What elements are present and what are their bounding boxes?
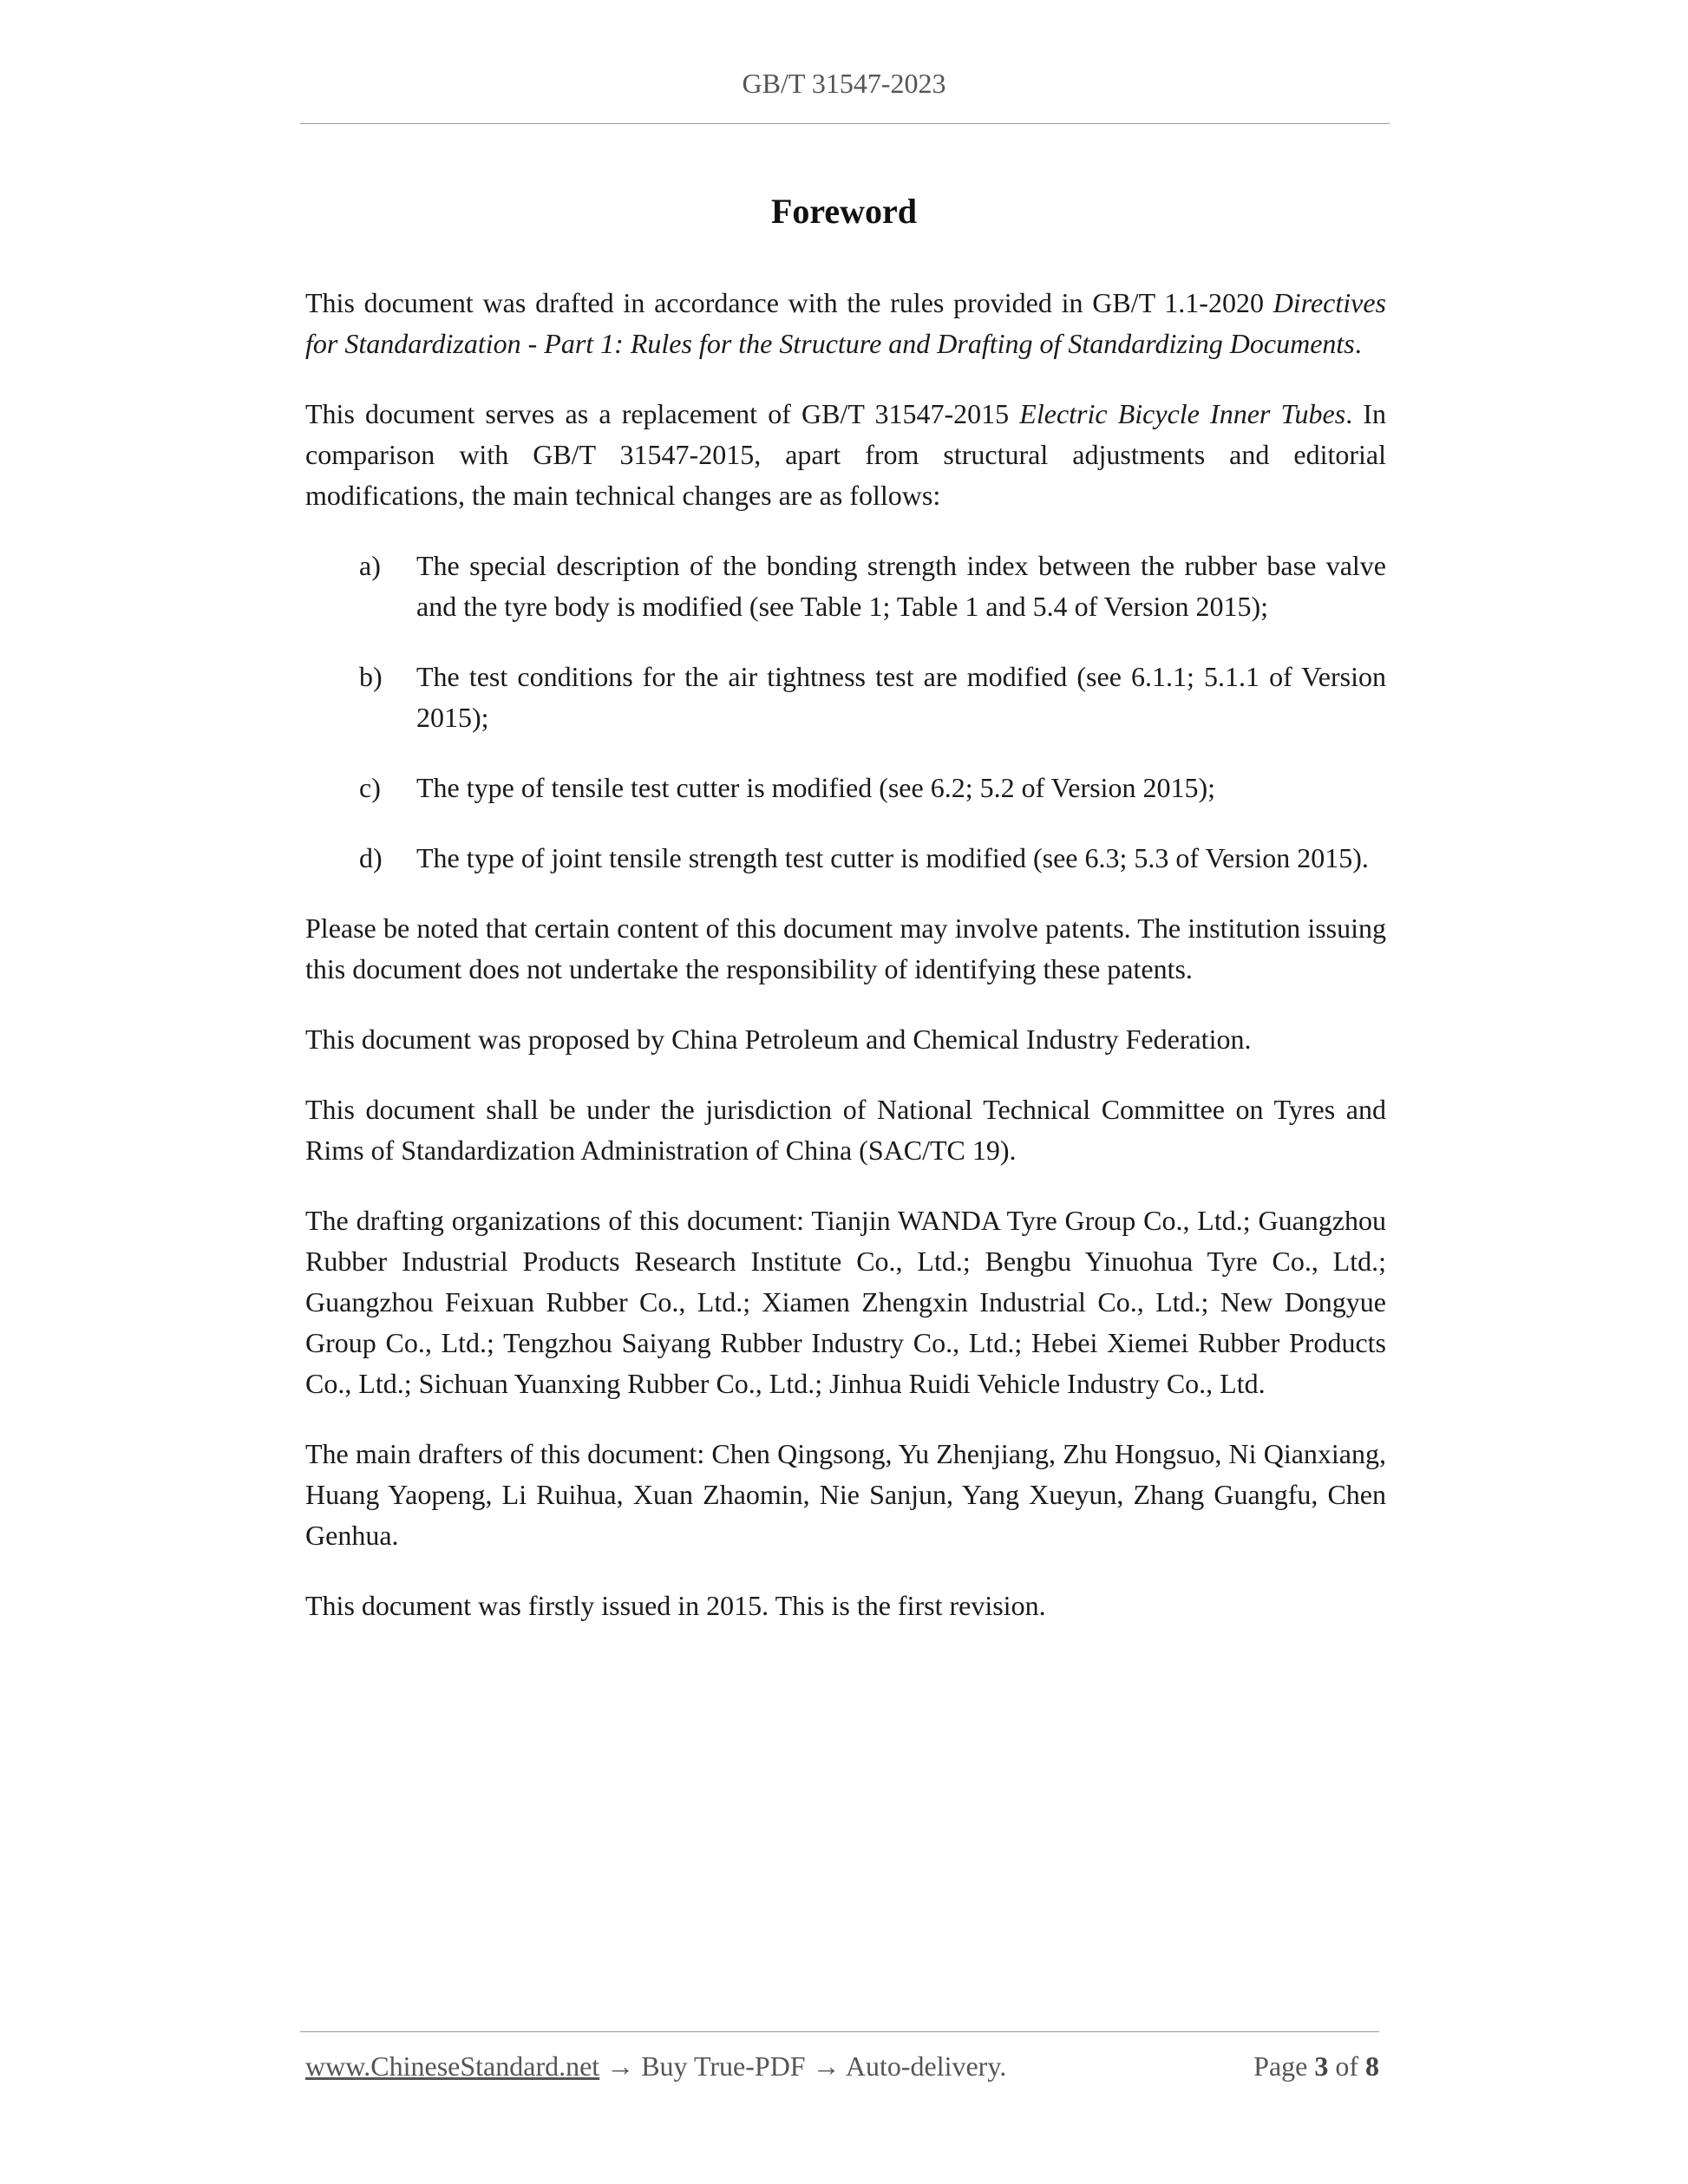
paragraph-main-drafters: The main drafters of this document: Chen Qingsong, Yu Zhenjiang, Zhu Hongsuo, Ni Qianxiang, Huang Yaopeng, Li Ruihua, Xuan Zhaomin, Nie Sanjun, Yang Xueyun, Zhang Guangfu, Chen Genhua. <box>305 1438 1386 1551</box>
page-number <box>1253 2050 1379 2083</box>
list-item <box>305 657 1386 738</box>
list-item-text: The type of tensile test cutter is modified (see 6.2; 5.2 of Version 2015); <box>416 772 1215 803</box>
page-footer <box>305 2050 1379 2083</box>
paragraph-jurisdiction: This document shall be under the jurisdiction of National Technical Committee on Tyres and Rims of Standardization Administration of China (SAC/TC 19). <box>305 1094 1386 1166</box>
replacement-end: . In comparison with GB/T 31547-2015, apart from structural adjustments and editorial modifications, the main technical changes are as follows: <box>305 398 1387 511</box>
page-header-code: GB/T 31547-2023 <box>742 68 946 99</box>
website-link[interactable]: www.ChineseStandard.net <box>305 2050 600 2082</box>
drafting-rules-title: Directives for Standardization - Part 1: Rules for the Structure and Drafting of Standardizing Documents <box>305 287 1386 359</box>
paragraph-drafting-rules <box>305 283 1386 364</box>
list-marker: d) <box>359 842 383 873</box>
page-of: of <box>1328 2050 1365 2082</box>
footer-divider <box>300 2031 1379 2032</box>
list-item-text: The test conditions for the air tightness test are modified (see 6.1.1; 5.1.1 of Version 2015); <box>416 661 1386 733</box>
paragraph-replacement <box>305 394 1386 516</box>
list-item <box>305 838 1386 879</box>
page-current: 3 <box>1314 2050 1329 2082</box>
footer-promo: → Buy True-PDF → Auto-delivery. <box>599 2050 1007 2082</box>
paragraph-issue-history: This document was firstly issued in 2015. This is the first revision. <box>305 1590 1046 1621</box>
page-title: Foreword <box>770 192 918 231</box>
foreword-body <box>305 283 1386 1656</box>
technical-changes-list <box>305 546 1386 879</box>
drafting-rules-text: This document was drafted in accordance with the rules provided in GB/T 1.1-2020 <box>305 287 1273 318</box>
list-marker: c) <box>359 772 381 803</box>
paragraph-drafting-organizations: The drafting organizations of this document: Tianjin WANDA Tyre Group Co., Ltd.; Guangzhou Rubber Industrial Products Research Institute Co., Ltd.; Bengbu Yinuohua Tyre Co., Ltd.; Guangzhou Feixuan Rubber Co., Ltd.; Xiamen Zhengxin Industrial Co., Ltd.; New Dongyue Group Co., Ltd.; Tengzhou Saiyang Rubber Industry Co., Ltd.; Hebei Xiemei Rubber Products Co., Ltd.; Sichuan Yuanxing Rubber Co., Ltd.; Jinhua Ruidi Vehicle Industry Co., Ltd. <box>305 1205 1386 1399</box>
paragraph-proposed-by: This document was proposed by China Petroleum and Chemical Industry Federation. <box>305 1023 1252 1055</box>
page-word: Page <box>1253 2050 1315 2082</box>
list-item-text: The type of joint tensile strength test cutter is modified (see 6.3; 5.3 of Version 2015). <box>416 842 1369 873</box>
list-marker: a) <box>359 550 381 581</box>
list-item <box>305 768 1386 808</box>
page-total: 8 <box>1365 2050 1379 2082</box>
header-divider <box>300 123 1390 124</box>
replacement-text: This document serves as a replacement of GB/T 31547-2015 <box>305 398 1020 429</box>
list-item-text: The special description of the bonding strength index between the rubber base valve and the tyre body is modified (see Table 1; Table 1 and 5.4 of Version 2015); <box>416 550 1386 622</box>
list-item <box>305 546 1386 627</box>
drafting-rules-end: . <box>1354 328 1362 359</box>
replaced-standard-title: Electric Bicycle Inner Tubes <box>1019 398 1346 429</box>
list-marker: b) <box>359 661 383 692</box>
paragraph-patents: Please be noted that certain content of this document may involve patents. The institution issuing this document does not undertake the responsibility of identifying these patents. <box>305 912 1386 984</box>
